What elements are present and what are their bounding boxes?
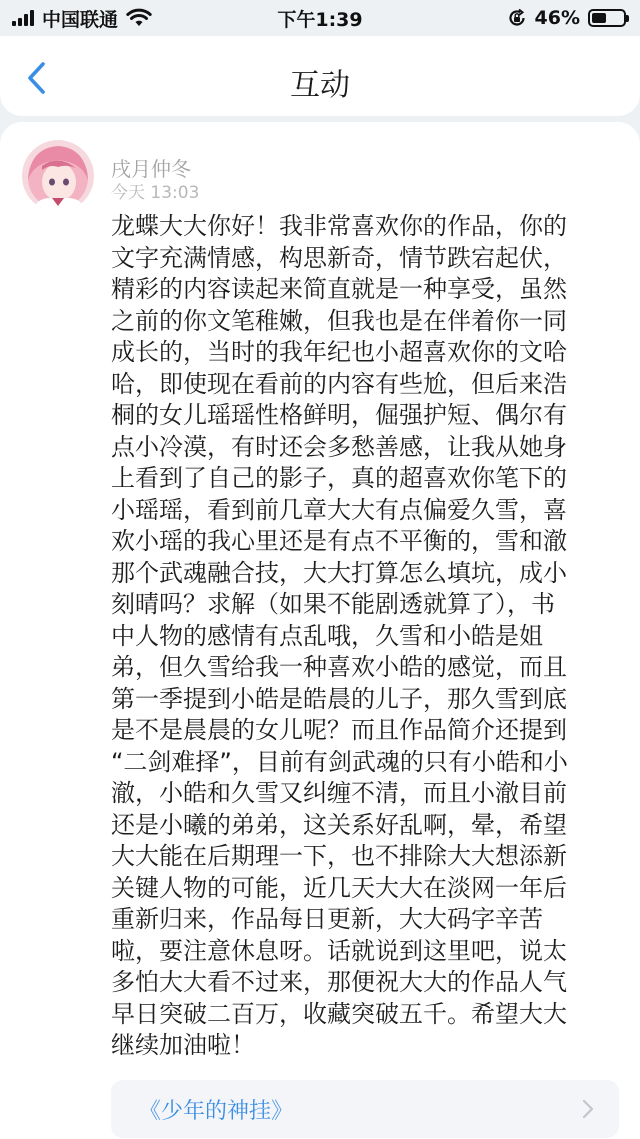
comment-line: 啦，要注意休息呀。话就说到这里吧，说太 <box>111 936 567 965</box>
comment-line: 之前的你文笔稚嫩，但我也是在伴着你一同 <box>111 306 567 335</box>
comment-line: 成长的，当时的我年纪也小超喜欢你的文哈 <box>111 338 567 366</box>
avatar[interactable] <box>22 140 94 212</box>
avatar-image <box>22 140 94 212</box>
comment-line: 点小冷漠，有时还会多愁善感，让我从她身 <box>111 432 567 461</box>
chevron-right-icon <box>581 1098 595 1120</box>
rotation-lock-icon <box>507 8 527 28</box>
book-link[interactable] <box>111 1080 619 1138</box>
comment-line: 精彩的内容读起来简直就是一种享受，虽然 <box>111 275 567 303</box>
comment-line: 第一季提到小皓是皓晨的儿子，那久雪到底 <box>111 684 567 713</box>
user-name[interactable]: 戌月仲冬 <box>111 157 191 181</box>
status-right <box>507 7 626 29</box>
wifi-icon <box>126 8 152 28</box>
battery-icon <box>588 9 626 27</box>
comment-line: 哈，即使现在看前的内容有些尬，但后来浩 <box>111 369 567 398</box>
comment-line: 那个武魂融合技，大大打算怎么填坑，成小 <box>111 558 567 587</box>
book-title: 《少年的神挂》 <box>139 1098 294 1124</box>
comment-line: 大大能在后期理一下，也不排除大大想添新 <box>111 842 567 870</box>
carrier-label: 中国联通 <box>42 8 119 31</box>
comment-line: 多怕大大看不过来，那便祝大大的作品人气 <box>111 968 567 996</box>
battery-percent: 46% <box>534 7 580 29</box>
comment-line: 关键人物的可能，近几天大大在淡网一年后 <box>111 873 567 902</box>
comment-line: 文字充满情感，构思新奇，情节跌宕起伏， <box>111 243 567 272</box>
comment-line: “二剑难择”，目前有剑武魂的只有小皓和小 <box>111 747 568 776</box>
comment-line: 是不是晨晨的女儿呢？而且作品简介还提到 <box>111 716 567 744</box>
comment-line: 桐的女儿瑶瑶性格鲜明，倔强护短、偶尔有 <box>111 401 567 429</box>
comment-line: 继续加油啦！ <box>111 1031 255 1059</box>
comment-line: 刻晴吗？求解（如果不能剧透就算了），书 <box>111 590 555 618</box>
comment-card <box>0 122 640 1139</box>
comment-line: 小瑶瑶，看到前几章大大有点偏爱久雪，喜 <box>111 495 567 524</box>
comment-line: 重新归来，作品每日更新，大大码字辛苦 <box>111 905 543 933</box>
comment-line: 龙蝶大大你好！我非常喜欢你的作品，你的 <box>111 212 567 240</box>
battery-fill <box>592 13 606 23</box>
page-title: 互动 <box>290 68 350 103</box>
signal-icon <box>12 10 34 26</box>
comment-line: 上看到了自己的影子，真的超喜欢你笔下的 <box>111 464 567 492</box>
status-left <box>12 5 152 32</box>
comment-text <box>111 211 611 1062</box>
comment-line: 早日突破二百万，收藏突破五千。希望大大 <box>111 999 567 1028</box>
comment-line: 澈，小皓和久雪又纠缠不清，而且小澈目前 <box>111 779 567 807</box>
status-bar <box>0 0 640 36</box>
navigation-bar <box>0 36 640 116</box>
status-time: 下午1:39 <box>277 8 363 31</box>
comment-line: 弟，但久雪给我一种喜欢小皓的感觉，而且 <box>111 653 567 681</box>
comment-line: 还是小曦的弟弟，这关系好乱啊，晕，希望 <box>111 810 567 839</box>
comment-line: 中人物的感情有点乱哦，久雪和小皓是姐 <box>111 621 543 650</box>
comment-line: 欢小瑶的我心里还是有点不平衡的，雪和澈 <box>111 527 567 555</box>
post-time: 今天 13:03 <box>111 183 200 203</box>
